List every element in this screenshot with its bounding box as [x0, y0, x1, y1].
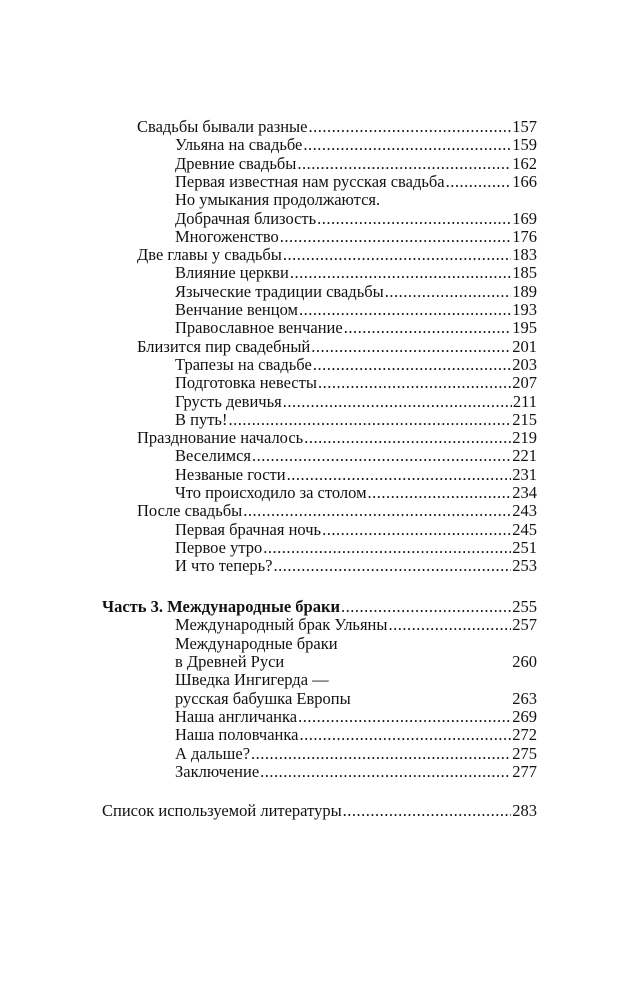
toc-entry	[175, 484, 537, 502]
toc-entry-page: 260	[512, 652, 537, 671]
toc-entry	[175, 283, 537, 301]
toc-entry-title: Грусть девичья	[175, 392, 282, 411]
dot-leader	[252, 447, 511, 465]
toc-entry	[137, 429, 537, 447]
dot-leader	[274, 557, 512, 575]
dot-leader	[260, 763, 511, 781]
dot-leader	[344, 319, 512, 337]
toc-entry-title: Международные браки	[175, 634, 338, 653]
dot-leader	[297, 155, 511, 173]
toc-entry-page: 263	[512, 689, 537, 708]
toc-entry-page: 272	[512, 725, 537, 744]
dot-leader	[283, 393, 512, 411]
toc-entry	[175, 411, 537, 429]
toc-entry-page: 221	[512, 446, 537, 465]
toc-entry-page: 189	[512, 282, 537, 301]
toc-entry-title: Первая брачная ночь	[175, 520, 322, 539]
dot-leader	[341, 598, 511, 616]
toc-entry-page: 183	[512, 245, 537, 264]
toc-part-title: Часть 3. Международные браки	[102, 597, 340, 616]
toc-entry	[137, 246, 537, 264]
toc-entry	[175, 393, 537, 411]
dot-leader	[343, 802, 512, 820]
dot-leader	[317, 210, 511, 228]
toc-entry-title: Первая известная нам русская свадьба	[175, 172, 445, 191]
toc-entry	[175, 210, 537, 228]
toc-entry-title: Православное венчание	[175, 318, 343, 337]
dot-leader	[290, 264, 511, 282]
dot-leader	[322, 521, 511, 539]
toc-entry-page: 215	[512, 410, 537, 429]
toc-part-heading	[102, 598, 537, 616]
toc-entry-title: В путь!	[175, 410, 228, 429]
toc-entry-title: После свадьбы	[137, 501, 243, 520]
toc-entry-title: Древние свадьбы	[175, 154, 297, 173]
dot-leader	[385, 283, 512, 301]
toc-entry-page: 245	[512, 520, 537, 539]
toc-entry	[175, 264, 537, 282]
toc-entry-title: Свадьбы бывали разные	[137, 117, 308, 136]
toc-entry-title: Близится пир свадебный	[137, 337, 311, 356]
toc-entry-title: русская бабушка Европы	[175, 689, 351, 708]
dot-leader	[283, 246, 511, 264]
toc-entry-title: Многоженство	[175, 227, 279, 246]
dot-leader	[308, 118, 511, 136]
toc-entry-page: 277	[512, 762, 537, 781]
toc-entry-page: 269	[512, 707, 537, 726]
toc-entry-page: 207	[512, 373, 537, 392]
toc-entry-title: Список используемой литературы	[102, 801, 342, 820]
toc-entry	[175, 447, 537, 465]
toc-entry	[175, 521, 537, 539]
toc-entry-page: 176	[512, 227, 537, 246]
dot-leader	[287, 466, 512, 484]
toc-entry-title: Наша половчанка	[175, 725, 299, 744]
dot-leader	[318, 374, 511, 392]
dot-leader	[251, 745, 511, 763]
toc-entry	[137, 338, 537, 356]
toc-entry	[175, 319, 537, 337]
toc-entry-page: 251	[512, 538, 537, 557]
toc-entry-page: 195	[512, 318, 537, 337]
toc-entry-title: А дальше?	[175, 744, 251, 763]
toc-entry-title: Языческие традиции свадьбы	[175, 282, 384, 301]
toc-entry	[175, 726, 537, 744]
toc-bibliography-entry	[102, 802, 537, 820]
toc-entry-title: Международный брак Ульяны	[175, 615, 388, 634]
dot-leader	[304, 429, 511, 447]
dot-leader	[299, 726, 511, 744]
toc-entry	[175, 653, 537, 671]
toc-entry	[175, 557, 537, 575]
toc-entry	[175, 136, 537, 154]
toc-entry	[175, 356, 537, 374]
toc-entry-page: 201	[512, 337, 537, 356]
dot-leader	[368, 484, 512, 502]
toc-entry-title: Шведка Ингигерда —	[175, 670, 329, 689]
toc-entry-page: 257	[512, 615, 537, 634]
dot-leader	[311, 338, 511, 356]
toc-entry-page: 283	[512, 801, 537, 820]
toc-entry	[137, 118, 537, 136]
toc-entry-title: Влияние церкви	[175, 263, 289, 282]
dot-leader	[446, 173, 512, 191]
toc-entry	[175, 539, 537, 557]
toc-entry-page: 231	[512, 465, 537, 484]
toc-entry	[175, 301, 537, 319]
toc-entry-page: 203	[512, 355, 537, 374]
toc-entry-page: 193	[512, 300, 537, 319]
toc-entry-title: Но умыкания продолжаются.	[175, 190, 381, 209]
toc-entry-title: Незваные гости	[175, 465, 286, 484]
toc-entry-title: И что теперь?	[175, 556, 273, 575]
toc-entry-page: 169	[512, 209, 537, 228]
toc-entry	[175, 466, 537, 484]
dot-leader	[298, 708, 511, 726]
toc-entry-page: 219	[512, 428, 537, 447]
dot-leader	[243, 502, 511, 520]
toc-entry-page: 234	[512, 483, 537, 502]
toc-entry-title: Празднование началось	[137, 428, 304, 447]
toc-entry-title: Подготовка невесты	[175, 373, 317, 392]
toc-entry-title: Ульяна на свадьбе	[175, 135, 303, 154]
toc-entry-page: 275	[512, 744, 537, 763]
toc-entry	[175, 690, 537, 708]
toc-entry	[175, 374, 537, 392]
toc-entry-title: Наша англичанка	[175, 707, 298, 726]
toc-entry-title: Первое утро	[175, 538, 263, 557]
toc-entry-page: 211	[512, 392, 537, 411]
toc-entry	[175, 228, 537, 246]
toc-entry-title: Что происходило за столом	[175, 483, 367, 502]
toc-entry	[175, 708, 537, 726]
toc-entry	[137, 502, 537, 520]
toc-entry-page: 185	[512, 263, 537, 282]
toc-entry	[175, 173, 537, 191]
dot-leader	[313, 356, 511, 374]
dot-leader	[263, 539, 511, 557]
dot-leader	[228, 411, 511, 429]
toc-entry	[175, 745, 537, 763]
dot-leader	[280, 228, 512, 246]
toc-entry-title: Венчание венцом	[175, 300, 298, 319]
toc-entry	[175, 616, 537, 634]
toc-entry-page: 166	[512, 172, 537, 191]
toc-entry-page: 159	[512, 135, 537, 154]
toc-entry-title: Веселимся	[175, 446, 252, 465]
toc-entry-title: в Древней Руси	[175, 652, 285, 671]
toc-entry-title: Две главы у свадьбы	[137, 245, 282, 264]
dot-leader	[388, 616, 511, 634]
toc-entry-page: 157	[512, 117, 537, 136]
dot-leader	[299, 301, 511, 319]
toc-entry-title: Заключение	[175, 762, 260, 781]
toc-entry-page: 162	[512, 154, 537, 173]
toc-entry-title: Трапезы на свадьбе	[175, 355, 312, 374]
toc-entry	[175, 155, 537, 173]
toc-entry-page: 253	[512, 556, 537, 575]
toc-entry-page: 243	[512, 501, 537, 520]
toc-part-page: 255	[512, 597, 537, 616]
toc-entry	[175, 763, 537, 781]
toc-entry-title: Добрачная близость	[175, 209, 317, 228]
dot-leader	[303, 136, 511, 154]
